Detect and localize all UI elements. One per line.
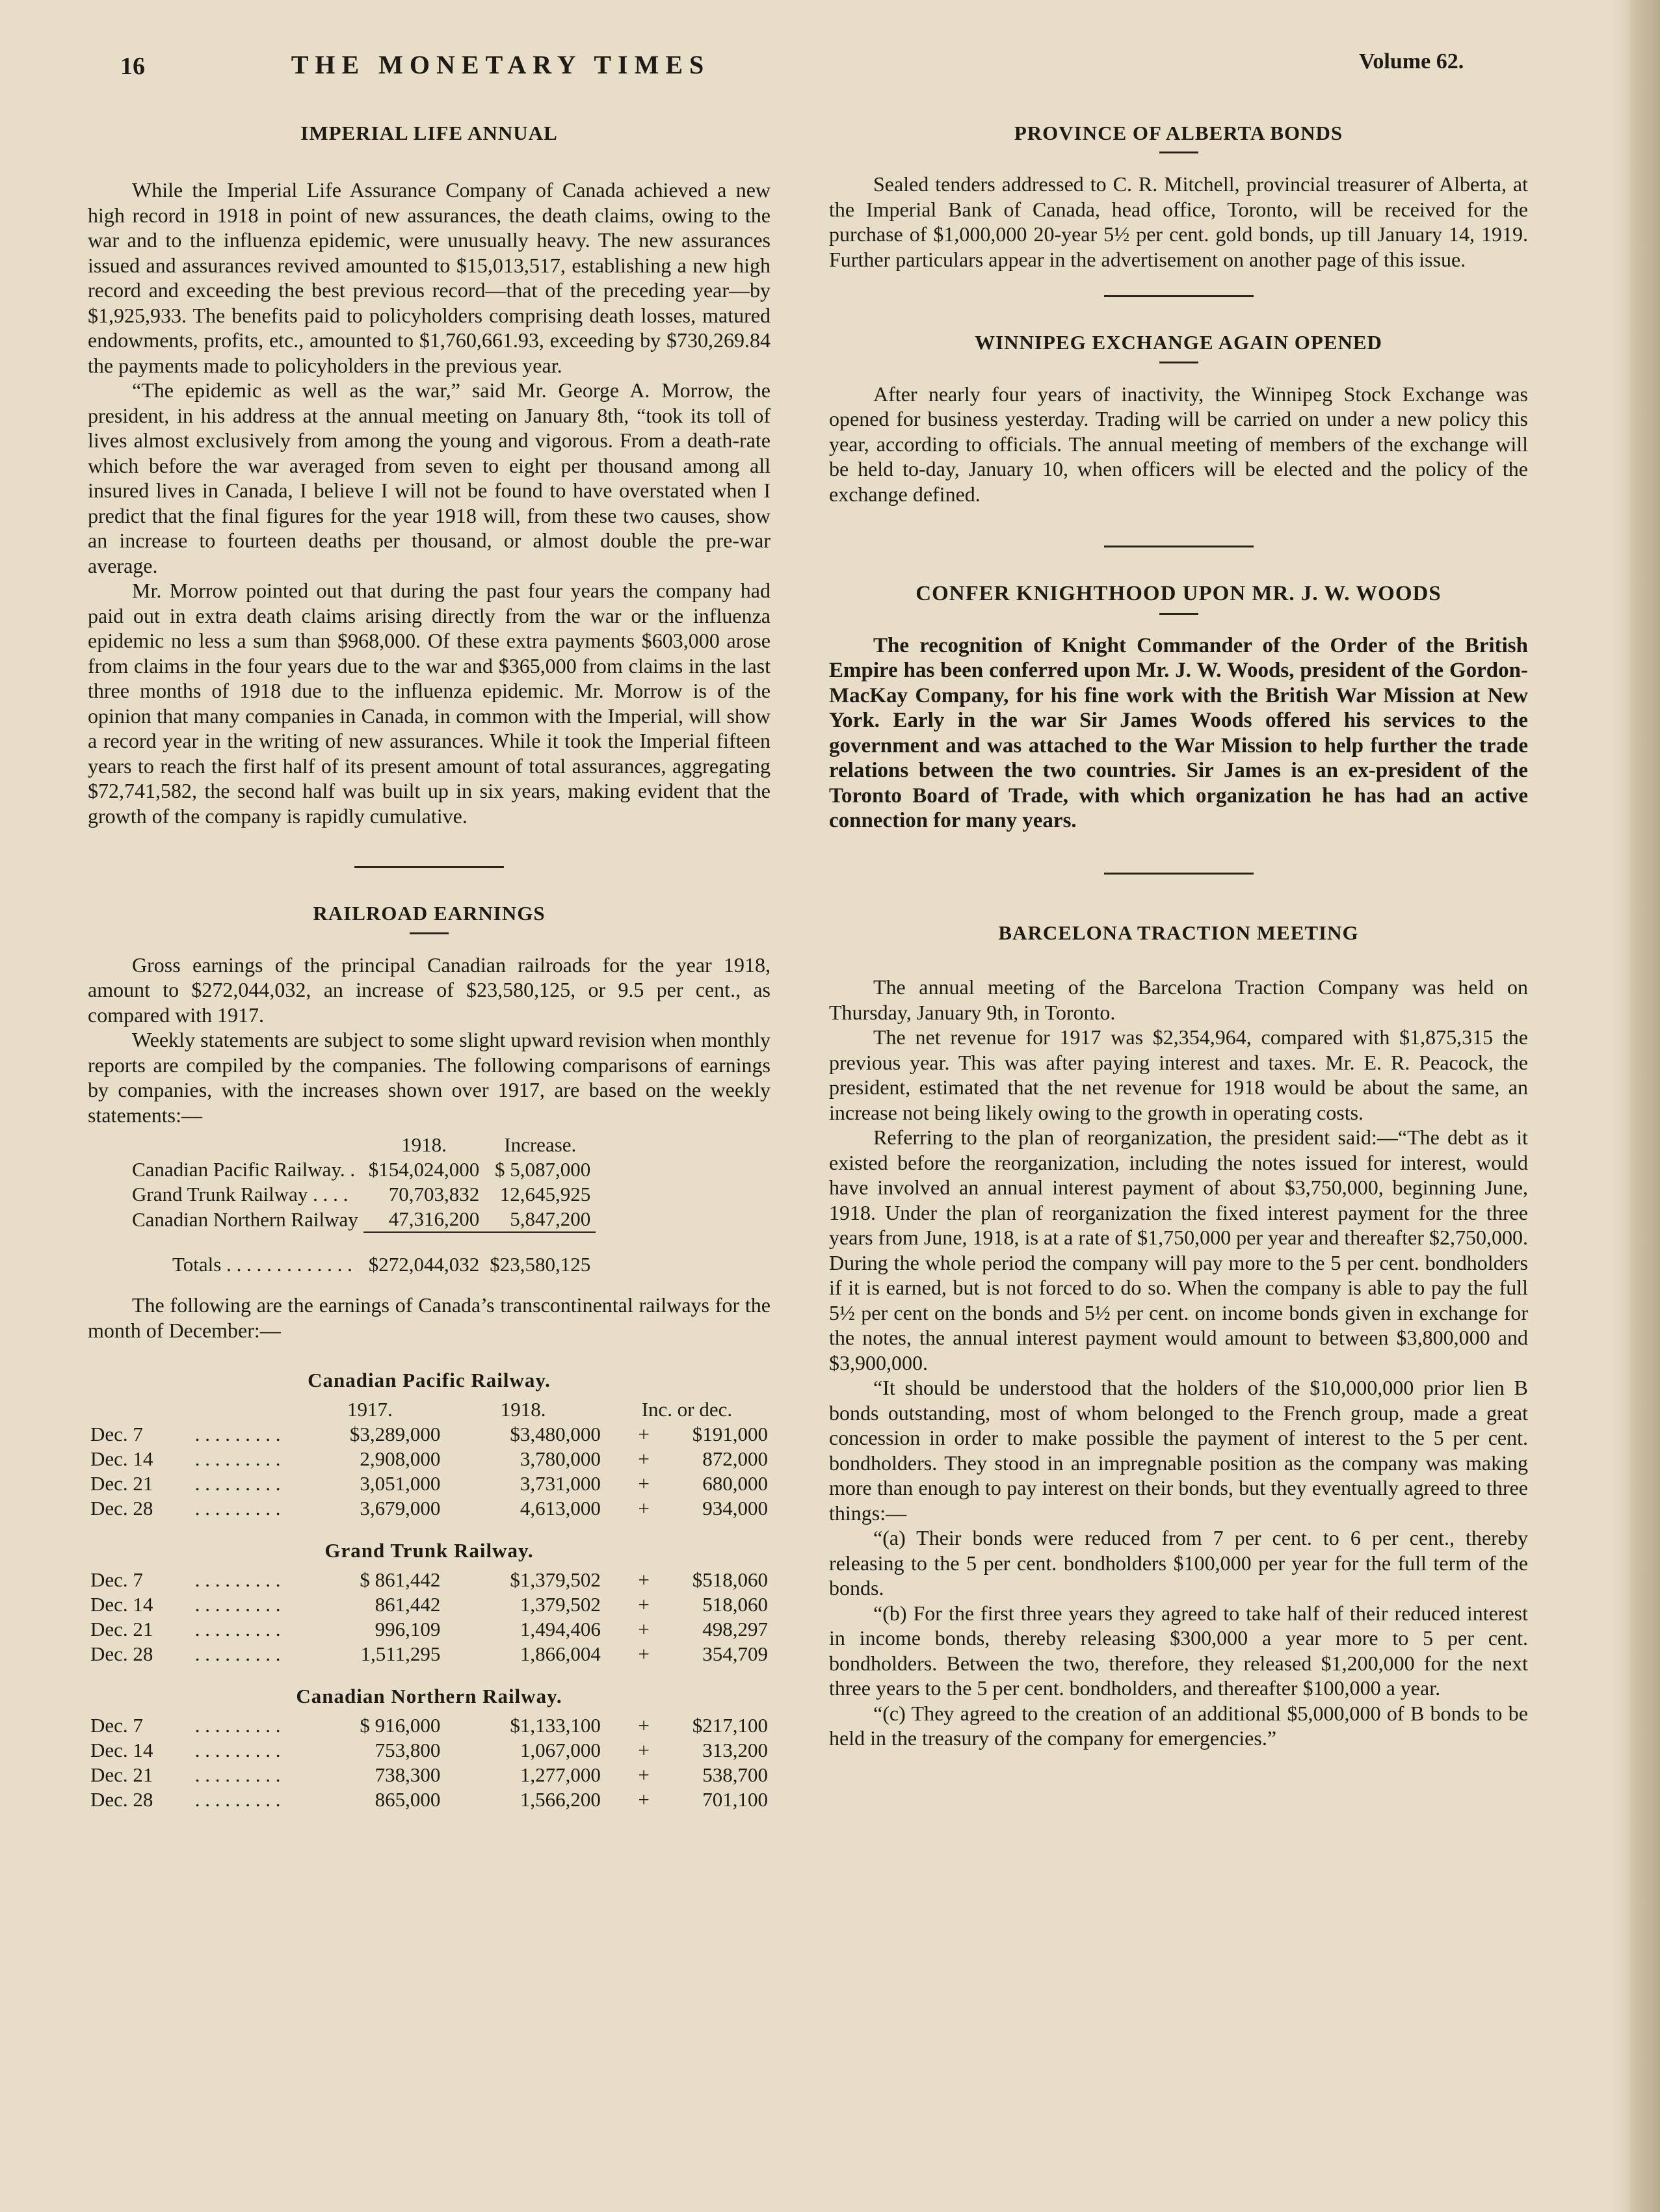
column-header: 1918.: [401, 1133, 447, 1157]
value-1918: 1,379,502: [520, 1593, 601, 1616]
table-row: [88, 1422, 771, 1447]
date: Dec. 21: [90, 1618, 153, 1641]
value-1917: 3,051,000: [360, 1472, 441, 1495]
section-divider: [1104, 546, 1254, 547]
leader-dots: . . . . . . . . .: [194, 1568, 281, 1592]
totals-label: Totals . . . . . . . . . . . . .: [172, 1252, 352, 1276]
value-1917: 861,442: [375, 1593, 441, 1616]
section-divider: [354, 866, 504, 868]
sign: +: [638, 1423, 650, 1446]
total-1918: $272,044,032: [363, 1232, 485, 1277]
value-1917: 753,800: [375, 1739, 441, 1762]
value-1918: $3,480,000: [510, 1423, 601, 1446]
value-1918: $154,024,000: [368, 1158, 480, 1181]
railway-name: Grand Trunk Railway . . . .: [132, 1183, 349, 1206]
date: Dec. 14: [90, 1593, 153, 1616]
value-change: 313,200: [702, 1739, 768, 1762]
article-title: WINNIPEG EXCHANGE AGAIN OPENED: [975, 331, 1382, 354]
railway-subhead: Grand Trunk Railway.: [324, 1539, 534, 1562]
value-1918: 1,494,406: [520, 1618, 601, 1641]
value-1918: 4,613,000: [520, 1497, 601, 1520]
leader-dots: . . . . . . . . .: [194, 1423, 281, 1446]
value-1917: 996,109: [375, 1618, 441, 1641]
running-head: [0, 46, 1660, 85]
paragraph: Weekly statements are subject to some slight upward revision when monthly reports are compiled by the companies. The following comparisons of earnings by companies, with the increases shown over 1917, are based on the weekly statements:—: [88, 1028, 771, 1127]
earnings-table-canadian-northern: [88, 1713, 771, 1812]
title-rule: [1159, 151, 1198, 153]
earnings-table-grand-trunk: [88, 1568, 771, 1666]
value-1918: 70,703,832: [388, 1183, 480, 1206]
railway-name: Canadian Pacific Railway. .: [132, 1158, 356, 1181]
table-row: [88, 1713, 771, 1738]
paragraph: While the Imperial Life Assurance Company of Canada achieved a new high record in 1918 in point of new assurances, the death claims, owing to the war and to the influenza epidemic, were unusually heavy. The new assurances issued and assurances revived amounted to $15,013,517, establishing a new high record and exceeding the best previous record—that of the preceding year—by $1,925,933. The benefits paid to policyholders comprising death losses, matured endowments, profits, etc., amounted to $1,760,661.93, exceeding by $730,269.84 the payments made to policyholders in the previous year.: [88, 178, 771, 377]
table-row: [88, 1496, 771, 1521]
value-change: 354,709: [702, 1642, 768, 1666]
sign: +: [638, 1593, 650, 1616]
value-change: 872,000: [702, 1447, 768, 1471]
value-change: 701,100: [702, 1788, 768, 1811]
table-header-row: [127, 1133, 596, 1157]
paragraph: The annual meeting of the Barcelona Traction Company was held on Thursday, January 9th, in Toronto.: [829, 975, 1528, 1024]
value-1918: 1,566,200: [520, 1788, 601, 1811]
paragraph: “(c) They agreed to the creation of an additional $5,000,000 of B bonds to be held in the treasury of the company for emergencies.”: [829, 1701, 1528, 1750]
value-increase: 5,847,200: [510, 1207, 591, 1231]
article-alberta-bonds: [829, 120, 1528, 272]
value-1917: $3,289,000: [349, 1423, 441, 1446]
page-edge: [1630, 0, 1660, 2212]
value-change: 538,700: [702, 1763, 768, 1787]
volume-label: Volume 62.: [1359, 49, 1464, 73]
table-row: [88, 1617, 771, 1642]
table-row: [88, 1738, 771, 1763]
table-row: [88, 1471, 771, 1496]
article-railroad-earnings: [88, 901, 771, 1343]
value-1918: $1,379,502: [510, 1568, 601, 1592]
value-1917: 1,511,295: [360, 1642, 441, 1666]
value-1917: 2,908,000: [360, 1447, 441, 1471]
paragraph: The following are the earnings of Canada’s transcontinental railways for the month of December:—: [88, 1293, 771, 1342]
table-row: [88, 1447, 771, 1471]
total-increase: $23,580,125: [484, 1232, 596, 1277]
value-1917: $ 916,000: [360, 1714, 441, 1737]
leader-dots: . . . . . . . . .: [194, 1593, 281, 1616]
value-change: $518,060: [692, 1568, 768, 1592]
table-row: [88, 1763, 771, 1787]
earnings-table-cpr: [88, 1397, 771, 1521]
date: Dec. 14: [90, 1447, 153, 1471]
weekly-statement-table: [127, 1133, 596, 1277]
sign: +: [638, 1447, 650, 1471]
date: Dec. 21: [90, 1763, 153, 1787]
title-rule: [1159, 613, 1198, 615]
table-row: [88, 1642, 771, 1666]
value-change: 680,000: [702, 1472, 768, 1495]
railway-subhead: Canadian Pacific Railway.: [308, 1369, 551, 1392]
value-change: 498,297: [702, 1618, 768, 1641]
value-1918: 3,780,000: [520, 1447, 601, 1471]
table-row: [88, 1568, 771, 1592]
paragraph: The net revenue for 1917 was $2,354,964, compared with $1,875,315 the previous year. This was after paying interest and taxes. Mr. E. R. Peacock, the president, estimated that the net revenue for 1918 would be about the same, an increase not being likely owing to the growth in operating costs.: [829, 1025, 1528, 1124]
article-imperial-life: [88, 120, 771, 828]
title-rule: [410, 932, 449, 934]
totals-row: [127, 1232, 596, 1277]
leader-dots: . . . . . . . . .: [194, 1447, 281, 1471]
date: Dec. 28: [90, 1642, 153, 1666]
paragraph: The recognition of Knight Commander of the Order of the British Empire has been conferred upon Mr. J. W. Woods, president of the Gordon-MacKay Company, for his fine work with the British War Mission at New York. Early in the war Sir James Woods offered his services to the government and was attached to the War Mission to help further the trade relations between the two countries. Sir James is an ex-president of the Toronto Board of Trade, with which organization he has had an active connection for many years.: [829, 633, 1528, 833]
section-divider: [1104, 873, 1254, 875]
december-earnings: [88, 1369, 771, 1812]
sign: +: [638, 1739, 650, 1762]
sign: +: [638, 1788, 650, 1811]
date: Dec. 7: [90, 1714, 143, 1737]
value-change: 934,000: [702, 1497, 768, 1520]
value-1918: 47,316,200: [388, 1207, 480, 1231]
table-row: [127, 1182, 596, 1207]
article-title: PROVINCE OF ALBERTA BONDS: [1014, 122, 1343, 144]
leader-dots: . . . . . . . . .: [194, 1472, 281, 1495]
leader-dots: . . . . . . . . .: [194, 1739, 281, 1762]
title-rule: [1159, 362, 1198, 363]
paragraph: “The epidemic as well as the war,” said Mr. George A. Morrow, the president, in his address at the annual meeting on January 8th, “took its toll of lives almost exclusively from among the young and vigorous. From a death-rate which before the war averaged from seven to eight per thousand among all insured lives in Canada, I believe I will not be found to have overstated when I predict that the final figures for the year 1918 will, from these two causes, show an increase to fourteen deaths per thousand, or almost double the pre-war average.: [88, 378, 771, 577]
value-1917: 738,300: [375, 1763, 441, 1787]
railway-subhead: Canadian Northern Railway.: [296, 1685, 562, 1708]
leader-dots: . . . . . . . . .: [194, 1714, 281, 1737]
right-column: [829, 120, 1528, 1751]
leader-dots: . . . . . . . . .: [194, 1642, 281, 1666]
paragraph: “(b) For the first three years they agreed to take half of their reduced interest in income bonds, thereby releasing $300,000 a year more to 5 per cent. bondholders. Between the two, therefore, they released $1,200,000 for the next three years to the 5 per cent. bondholders, and thereafter $100,000 a year.: [829, 1601, 1528, 1700]
table-header-row: [88, 1397, 771, 1422]
sign: +: [638, 1714, 650, 1737]
value-increase: 12,645,925: [499, 1183, 591, 1206]
paragraph: “(a) Their bonds were reduced from 7 per cent. to 6 per cent., thereby releasing to the 5 per cent. bondholders $100,000 per year for the full term of the bonds.: [829, 1526, 1528, 1600]
value-1917: 3,679,000: [360, 1497, 441, 1520]
article-title: IMPERIAL LIFE ANNUAL: [300, 122, 558, 144]
sign: +: [638, 1763, 650, 1787]
value-change: $217,100: [692, 1714, 768, 1737]
value-change: $191,000: [692, 1423, 768, 1446]
value-1918: 3,731,000: [520, 1472, 601, 1495]
value-increase: $ 5,087,000: [495, 1158, 591, 1181]
value-1918: 1,067,000: [520, 1739, 601, 1762]
sign: +: [638, 1568, 650, 1592]
value-1918: 1,277,000: [520, 1763, 601, 1787]
date: Dec. 28: [90, 1497, 153, 1520]
value-1918: 1,866,004: [520, 1642, 601, 1666]
article-knighthood: [829, 580, 1528, 834]
sign: +: [638, 1472, 650, 1495]
value-change: 518,060: [702, 1593, 768, 1616]
sign: +: [638, 1642, 650, 1666]
article-title: CONFER KNIGHTHOOD UPON MR. J. W. WOODS: [916, 582, 1442, 606]
table-row: [88, 1592, 771, 1617]
paragraph: After nearly four years of inactivity, the Winnipeg Stock Exchange was opened for business yesterday. Trading will be carried on under a new policy this year, according to officials. The annual meeting of members of the exchange will be held to-day, January 10, when officers will be elected and the policy of the exchange defined.: [829, 382, 1528, 506]
paragraph: Gross earnings of the principal Canadian railroads for the year 1918, amount to $272,044,032, an increase of $23,580,125, or 9.5 per cent., as compared with 1917.: [88, 953, 771, 1027]
article-barcelona-traction: [829, 920, 1528, 1751]
article-title: BARCELONA TRACTION MEETING: [998, 921, 1359, 944]
article-winnipeg-exchange: [829, 330, 1528, 507]
column-header: Increase.: [504, 1133, 577, 1157]
railway-name: Canadian Northern Railway: [132, 1207, 358, 1231]
paragraph: Referring to the plan of reorganization, the president said:—“The debt as it existed before the reorganization, including the notes issued for interest, would have involved an annual interest payment of about $3,750,000, beginning June, 1918. Under the plan of reorganization the fixed interest payment for the three years from June, 1918, is at a rate of $1,750,000 per year and thereafter $2,750,000. During the whole period the company will pay more to the 5 per cent. bondholders if it is earned, but is not forced to do so. When the company is able to pay the full 5½ per cent on the bonds and 5½ per cent. on income bonds given in exchange for the notes, the annual interest payment would amount to between $3,800,000 and $3,900,000.: [829, 1126, 1528, 1375]
date: Dec. 7: [90, 1423, 143, 1446]
paragraph: “It should be understood that the holders of the $10,000,000 prior lien B bonds outstanding, most of whom belonged to the French group, made a great concession in order to make possible the payment of interest to the 5 per cent. bondholders. They stood in an impregnable position as the company was making more than enough to pay interest on their bonds, but they eventually agreed to three things:—: [829, 1376, 1528, 1525]
table-row: [127, 1207, 596, 1232]
section-divider: [1104, 295, 1254, 297]
publication-title: THE MONETARY TIMES: [291, 50, 711, 79]
column-header: Inc. or dec.: [641, 1398, 733, 1421]
column-header: 1918.: [500, 1398, 546, 1421]
table-row: [127, 1157, 596, 1182]
date: Dec. 7: [90, 1568, 143, 1592]
date: Dec. 14: [90, 1739, 153, 1762]
column-header: 1917.: [347, 1398, 393, 1421]
leader-dots: . . . . . . . . .: [194, 1497, 281, 1520]
sign: +: [638, 1618, 650, 1641]
value-1918: $1,133,100: [510, 1714, 601, 1737]
article-title: RAILROAD EARNINGS: [313, 902, 546, 925]
paragraph: Sealed tenders addressed to C. R. Mitchell, provincial treasurer of Alberta, at the Imperial Bank of Canada, head office, Toronto, will be received for the purchase of $1,000,000 20-year 5½ per cent. gold bonds, up till January 14, 1919. Further particulars appear in the advertisement on another page of this issue.: [829, 172, 1528, 271]
page-edge-shadow: [1613, 0, 1632, 2212]
date: Dec. 21: [90, 1472, 153, 1495]
leader-dots: . . . . . . . . .: [194, 1788, 281, 1811]
leader-dots: . . . . . . . . .: [194, 1618, 281, 1641]
sign: +: [638, 1497, 650, 1520]
leader-dots: . . . . . . . . .: [194, 1763, 281, 1787]
value-1917: $ 861,442: [360, 1568, 441, 1592]
date: Dec. 28: [90, 1788, 153, 1811]
table-row: [88, 1787, 771, 1812]
paragraph: Mr. Morrow pointed out that during the past four years the company had paid out in extra death claims arising directly from the war or the influenza epidemic no less a sum than $968,000. Of these extra payments $603,000 arose from claims in the four years due to the war and $365,000 from claims in the last three months of 1918 due to the influenza epidemic. Mr. Morrow is of the opinion that many companies in Canada, in common with the Imperial, will show a record year in the writing of new assurances. While it took the Imperial fifteen years to reach the first half of its present amount of total assurances, aggregating $72,741,582, the second half was built up in six years, making evident that the growth of the company is rapidly cumulative.: [88, 579, 771, 828]
page-number: 16: [120, 53, 145, 80]
value-1917: 865,000: [375, 1788, 441, 1811]
left-column: [88, 120, 771, 1812]
